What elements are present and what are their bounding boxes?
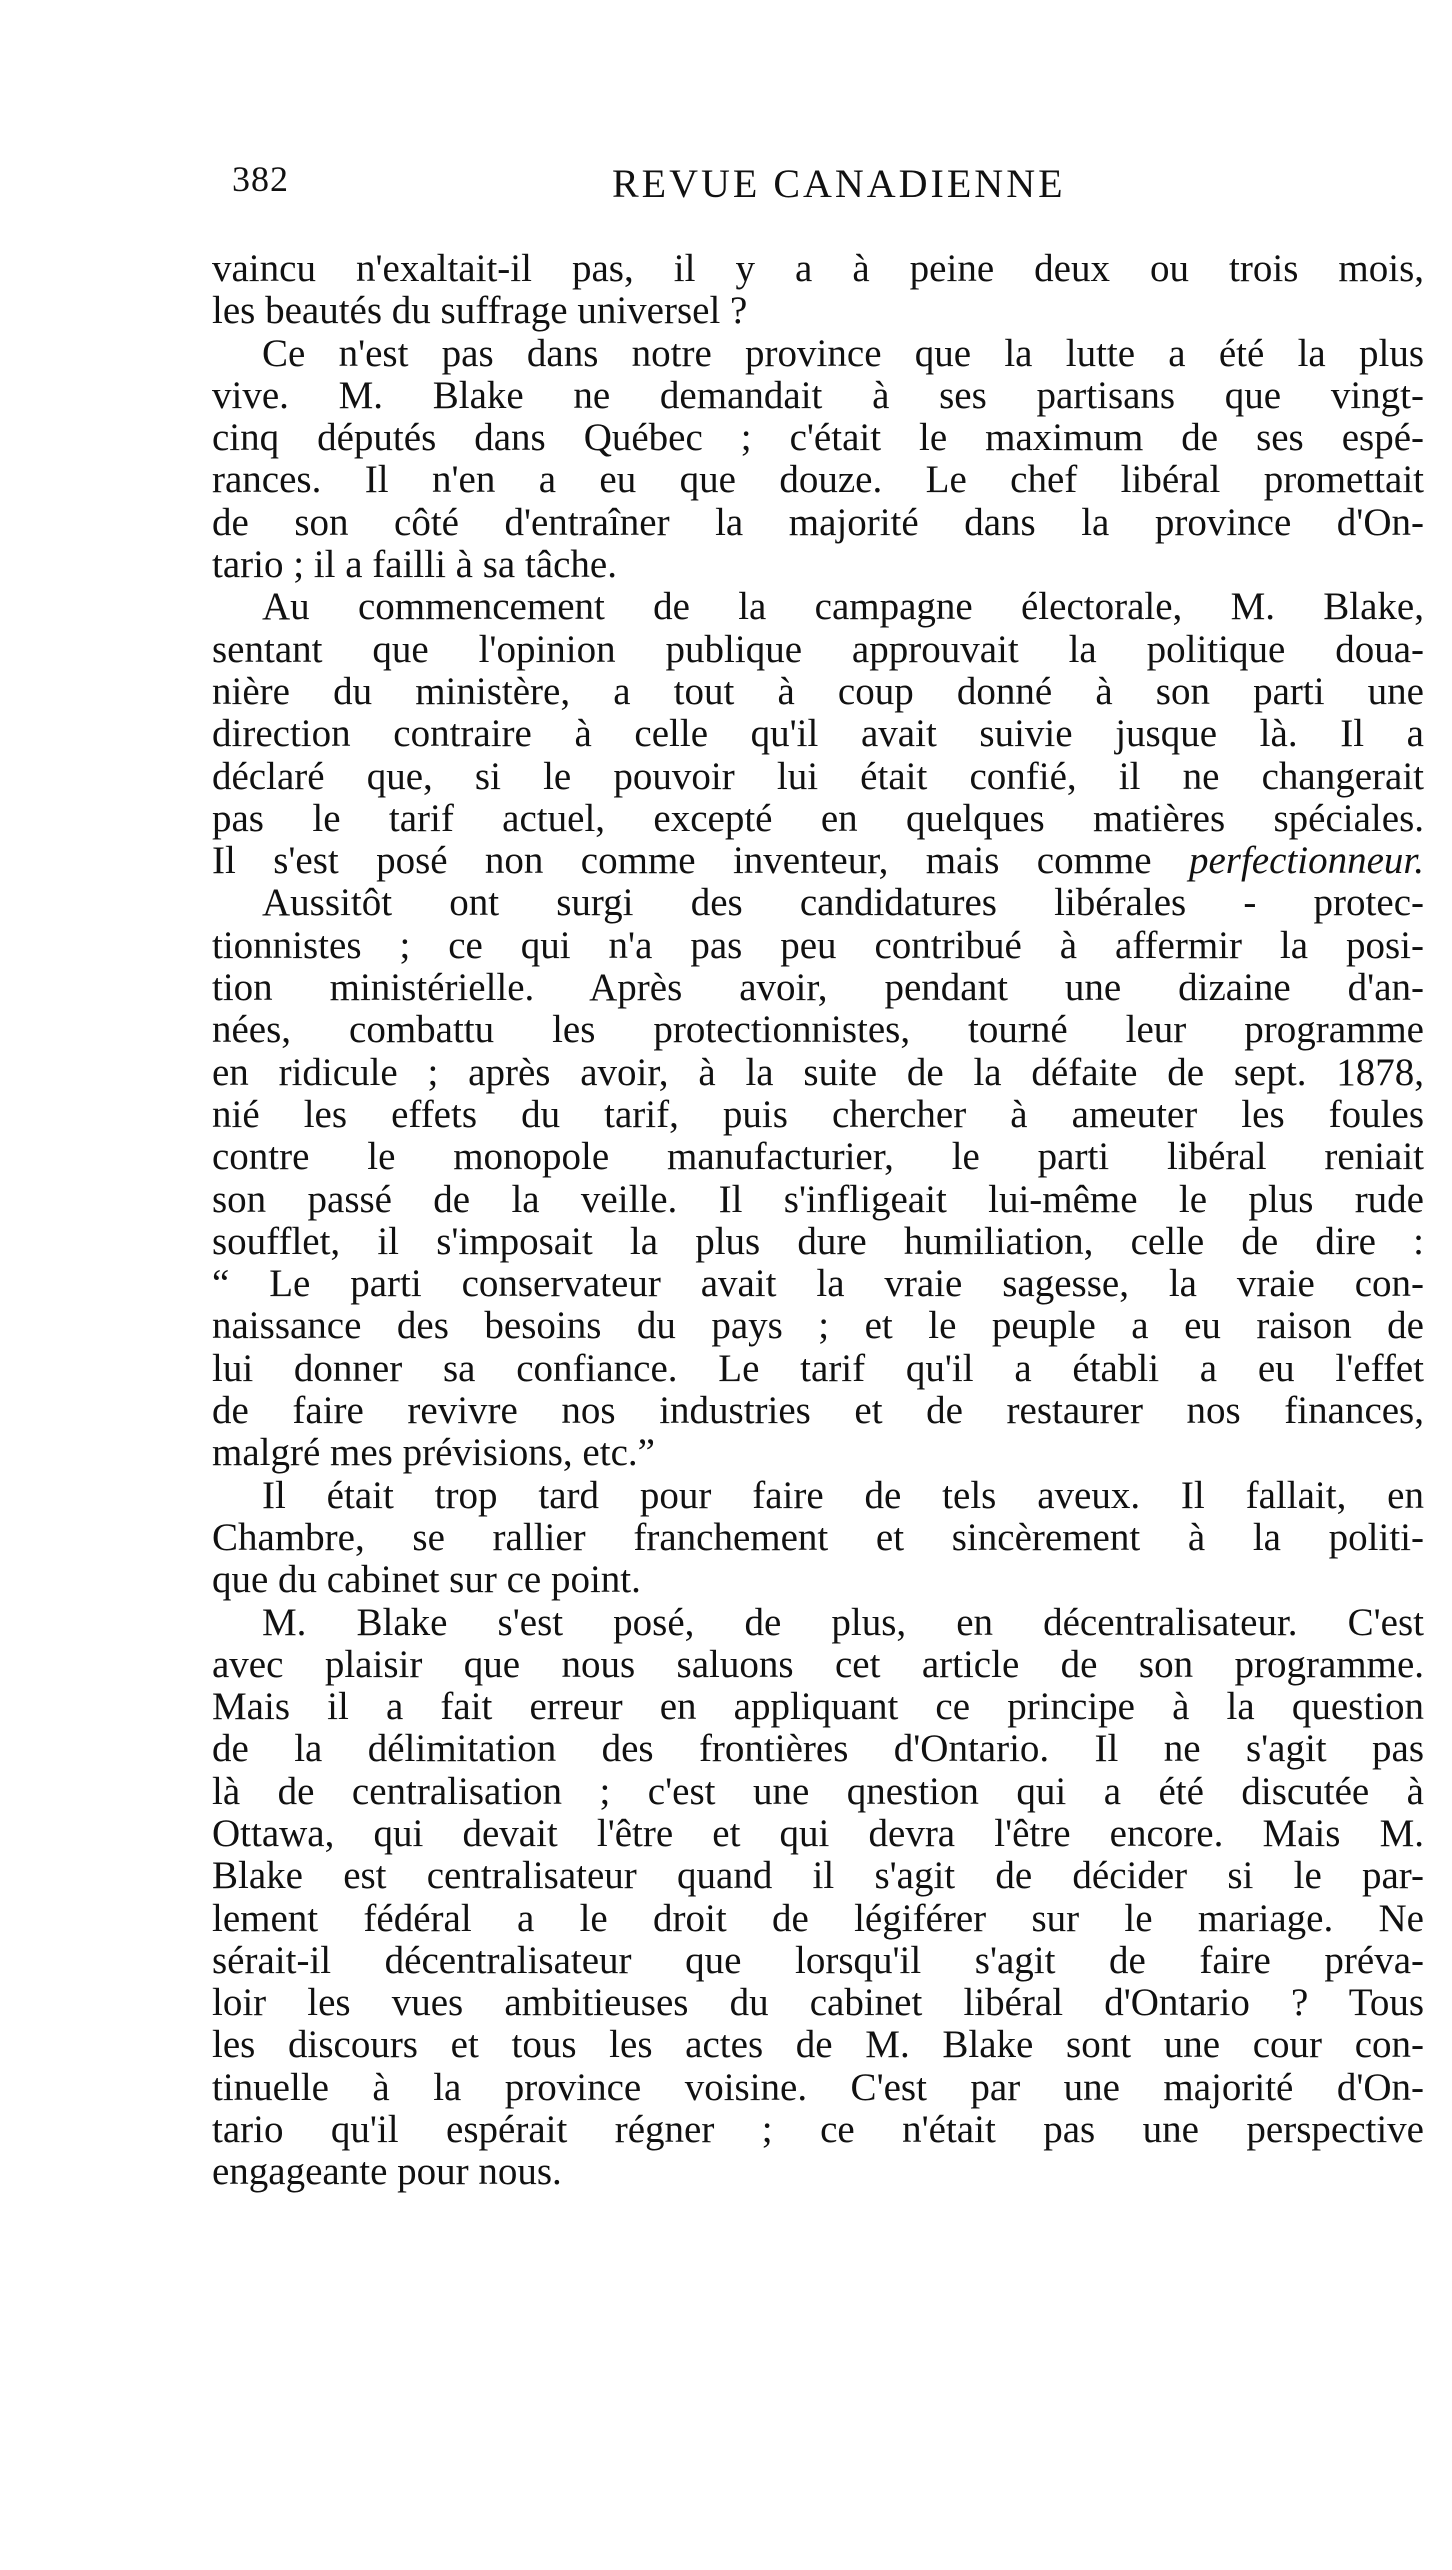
text-line: Ce n'est pas dans notre province que la lutte a été la plus bbox=[262, 331, 1424, 375]
text-line: contre le monopole manufacturier, le parti libéral reniait bbox=[212, 1135, 1424, 1179]
text-line: vive. M. Blake ne demandait à ses partisans que vingt- bbox=[212, 373, 1424, 417]
text-line: pas le tarif actuel, excepté en quelques matières spéciales. bbox=[212, 796, 1424, 840]
text-line: M. Blake s'est posé, de plus, en décentralisateur. C'est bbox=[262, 1600, 1424, 1644]
text-segment: Il s'est posé non comme inventeur, mais comme bbox=[212, 839, 1152, 883]
text-line: en ridicule ; après avoir, à la suite de la défaite de sept. 1878, bbox=[212, 1050, 1424, 1094]
text-line: tario ; il a failli à sa tâche. bbox=[212, 543, 617, 587]
text-line: Il était trop tard pour faire de tels aveux. Il fallait, en bbox=[262, 1473, 1424, 1517]
text-line: Ottawa, qui devait l'être et qui devra l'être encore. Mais M. bbox=[212, 1811, 1424, 1855]
text-line: Blake est centralisateur quand il s'agit de décider si le par- bbox=[212, 1854, 1424, 1898]
paragraph-2 bbox=[212, 333, 1424, 587]
text-line: tario qu'il espérait régner ; ce n'était pas une perspective bbox=[212, 2108, 1424, 2152]
text-line: de faire revivre nos industries et de restaurer nos finances, bbox=[212, 1389, 1424, 1433]
paragraph-5 bbox=[212, 1475, 1424, 1602]
text-line: de son côté d'entraîner la majorité dans la province d'On- bbox=[212, 500, 1424, 544]
text-line: “ Le parti conservateur avait la vraie sagesse, la vraie con- bbox=[212, 1262, 1424, 1306]
text-line: lement fédéral a le droit de légiférer sur le mariage. Ne bbox=[212, 1896, 1424, 1940]
running-head: REVUE CANADIENNE bbox=[612, 161, 1066, 206]
text-line: nié les effets du tarif, puis chercher à ameuter les foules bbox=[212, 1092, 1424, 1136]
text-line: tinuelle à la province voisine. C'est par une majorité d'On- bbox=[212, 2065, 1424, 2109]
text-line: rances. Il n'en a eu que douze. Le chef libéral promettait bbox=[212, 458, 1424, 502]
text-line: Aussitôt ont surgi des candidatures libérales - protec- bbox=[262, 881, 1424, 925]
paragraph-3 bbox=[212, 586, 1424, 882]
text-line: tion ministérielle. Après avoir, pendant une dizaine d'an- bbox=[212, 966, 1424, 1010]
text-line: naissance des besoins du pays ; et le peuple a eu raison de bbox=[212, 1304, 1424, 1348]
text-line: soufflet, il s'imposait la plus dure humiliation, celle de dire : bbox=[212, 1219, 1424, 1263]
text-line: nière du ministère, a tout à coup donné à son parti une bbox=[212, 669, 1424, 713]
text-line: lui donner sa confiance. Le tarif qu'il a établi a eu l'effet bbox=[212, 1346, 1424, 1390]
text-line: cinq députés dans Québec ; c'était le maximum de ses espé- bbox=[212, 416, 1424, 460]
text-line: Chambre, se rallier franchement et sincèrement à la politi- bbox=[212, 1515, 1424, 1559]
text-line: malgré mes prévisions, etc.” bbox=[212, 1431, 655, 1475]
text-line: les discours et tous les actes de M. Blake sont une cour con- bbox=[212, 2023, 1424, 2067]
text-line: engageante pour nous. bbox=[212, 2150, 562, 2194]
body-text bbox=[212, 248, 1424, 2194]
text-line: loir les vues ambitieuses du cabinet libéral d'Ontario ? Tous bbox=[212, 1981, 1424, 2025]
text-line: son passé de la veille. Il s'infligeait lui-même le plus rude bbox=[212, 1177, 1424, 1221]
page-number: 382 bbox=[232, 159, 289, 199]
page-header bbox=[232, 158, 1432, 218]
text-line: de la délimitation des frontières d'Ontario. Il ne s'agit pas bbox=[212, 1727, 1424, 1771]
paragraph-6 bbox=[212, 1602, 1424, 2194]
text-line: nées, combattu les protectionnistes, tourné leur programme bbox=[212, 1008, 1424, 1052]
text-line: Mais il a fait erreur en appliquant ce principe à la question bbox=[212, 1685, 1424, 1729]
text-line: Au commencement de la campagne électorale, M. Blake, bbox=[262, 585, 1424, 629]
text-line: sentant que l'opinion publique approuvait la politique doua- bbox=[212, 627, 1424, 671]
text-line: vaincu n'exaltait-il pas, il y a à peine deux ou trois mois, bbox=[212, 247, 1424, 290]
paragraph-4 bbox=[212, 882, 1424, 1474]
text-line: que du cabinet sur ce point. bbox=[212, 1558, 641, 1602]
text-line: sérait-il décentralisateur que lorsqu'il s'agit de faire préva- bbox=[212, 1938, 1424, 1982]
text-line: avec plaisir que nous saluons cet article de son programme. bbox=[212, 1642, 1424, 1686]
text-line: là de centralisation ; c'est une qnestion qui a été discutée à bbox=[212, 1769, 1424, 1813]
text-line-with-italic bbox=[212, 840, 1424, 882]
text-line: déclaré que, si le pouvoir lui était confié, il ne changerait bbox=[212, 754, 1424, 798]
paragraph-1 bbox=[212, 248, 1424, 333]
italic-word: perfectionneur. bbox=[1188, 839, 1425, 883]
text-line: direction contraire à celle qu'il avait suivie jusque là. Il a bbox=[212, 712, 1424, 756]
text-line: les beautés du suffrage universel ? bbox=[212, 289, 748, 333]
text-line: tionnistes ; ce qui n'a pas peu contribué à affermir la posi- bbox=[212, 923, 1424, 967]
